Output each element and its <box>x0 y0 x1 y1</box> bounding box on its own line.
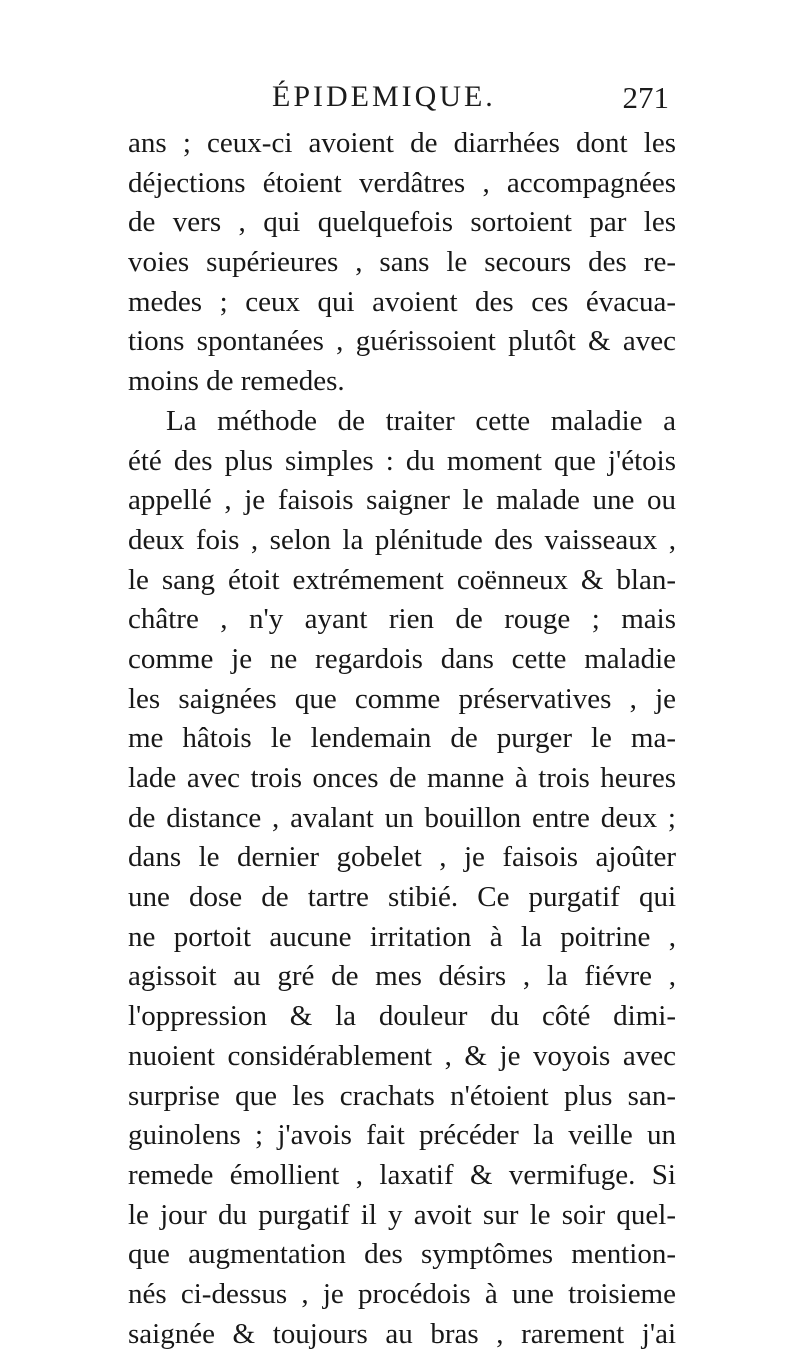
text-line: dans le dernier gobelet , je faisois ajoûter <box>128 841 676 874</box>
text-line: moins de remedes. <box>128 365 345 398</box>
text-line: saignée & toujours au bras , rarement j'ai <box>128 1317 676 1350</box>
running-head-title: ÉPIDEMIQUE. <box>272 80 496 113</box>
text-line: remede émollient , laxatif & vermifuge. Si <box>128 1158 676 1191</box>
text-line: surprise que les crachats n'étoient plus san- <box>128 1079 676 1112</box>
text-line: agissoit au gré de mes désirs , la fiévre , <box>128 960 676 993</box>
text-line: le sang étoit extrémement coënneux & blan- <box>128 563 676 596</box>
text-line: ne portoit aucune irritation à la poitrine , <box>128 920 676 953</box>
text-line: lade avec trois onces de manne à trois heures <box>128 762 676 794</box>
paragraph-start-line: La méthode de traiter cette maladie a <box>166 404 676 437</box>
text-line: le jour du purgatif il y avoit sur le soir quel- <box>128 1198 676 1231</box>
running-head <box>130 80 675 120</box>
text-line: me hâtois le lendemain de purger le ma- <box>128 722 676 755</box>
text-line: medes ; ceux qui avoient des ces évacua- <box>128 285 676 318</box>
text-line: tions spontanées , guérissoient plutôt & avec <box>128 325 676 358</box>
text-line: châtre , n'y ayant rien de rouge ; mais <box>128 603 676 636</box>
text-line: voies supérieures , sans le secours des re- <box>128 246 676 279</box>
text-line: ans ; ceux-ci avoient de diarrhées dont les <box>128 127 676 159</box>
text-line: été des plus simples : du moment que j'étois <box>128 444 676 477</box>
text-line: de distance , avalant un bouillon entre deux ; <box>128 801 676 834</box>
text-line: nuoient considérablement , & je voyois avec <box>128 1039 676 1072</box>
text-line: de vers , qui quelquefois sortoient par les <box>128 206 676 239</box>
text-line: les saignées que comme préservatives , je <box>128 682 676 715</box>
text-line: une dose de tartre stibié. Ce purgatif qui <box>128 881 676 914</box>
text-line: appellé , je faisois saigner le malade une ou <box>128 484 676 517</box>
text-line: comme je ne regardois dans cette maladie <box>128 642 676 675</box>
page-number: 271 <box>622 80 669 115</box>
text-line: l'oppression & la douleur du côté dimi- <box>128 1000 676 1033</box>
text-line: guinolens ; j'avois fait précéder la veille un <box>128 1119 676 1152</box>
body-text <box>128 124 676 1354</box>
text-line: déjections étoient verdâtres , accompagnées <box>128 166 676 199</box>
text-line: que augmentation des symptômes mention- <box>128 1238 676 1271</box>
text-line: nés ci-dessus , je procédois à une troisieme <box>128 1277 676 1310</box>
text-line: deux fois , selon la plénitude des vaisseaux , <box>128 523 676 556</box>
